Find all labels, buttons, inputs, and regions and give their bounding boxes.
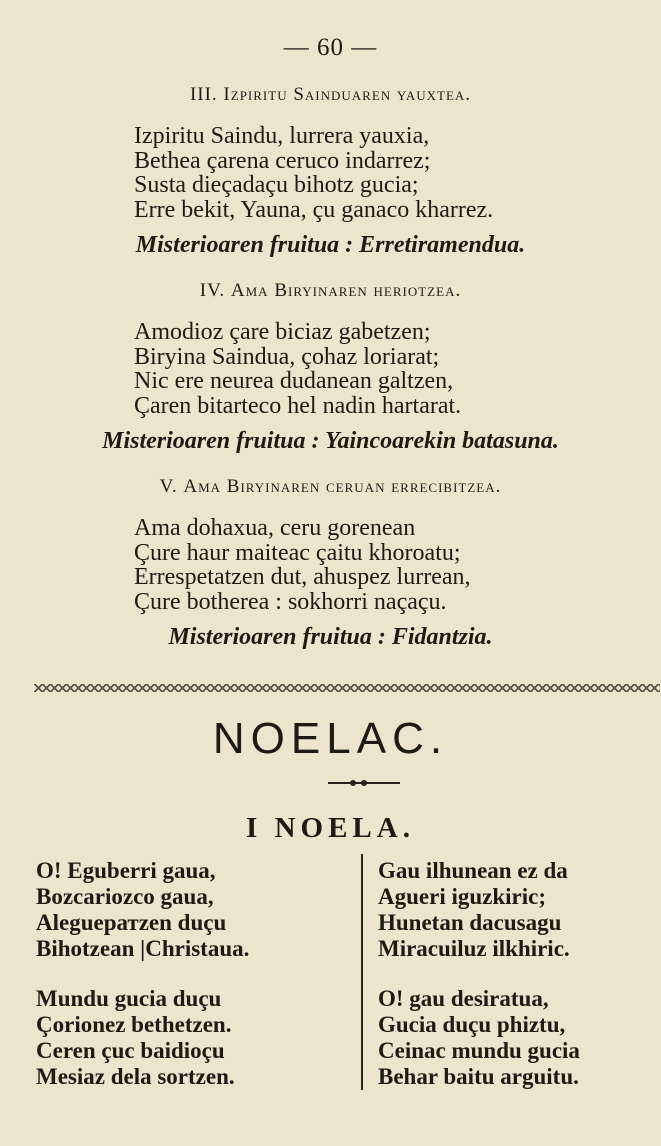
- column-divider: [361, 854, 363, 1090]
- stanza-5: [134, 516, 471, 614]
- verse-line: O! Eguberri gaua,: [36, 858, 216, 883]
- mystery-fruit-5: Misterioaren fruitua : Fidantzia.: [168, 624, 493, 650]
- right-column: [378, 858, 580, 1090]
- section-heading-4: [0, 280, 661, 302]
- verse-line: Miracuiluz ilkhiric.: [378, 936, 570, 961]
- verse-line: Amodioz çare biciaz gabetzen;: [134, 319, 431, 345]
- verse-line: Çure haur maiteac çaitu khoroatu;: [134, 539, 461, 566]
- verse-line: Susta dieçadaçu bihotz gucia;: [134, 172, 419, 198]
- verse-line: Bihotzean |Christaua.: [36, 936, 250, 961]
- stanza-3: [134, 124, 493, 222]
- verse-line: Mundu gucia duçu: [36, 986, 222, 1011]
- section-heading-5: [0, 476, 661, 498]
- verse-line: O! gau desiratua,: [378, 986, 549, 1011]
- verse-line: Ceinac mundu gucia: [378, 1038, 580, 1063]
- verse-line: Nic ere neurea dudanean galtzen,: [134, 368, 454, 394]
- section-heading-3-number: III.: [189, 84, 218, 105]
- verse-line: Çaren bitarteco hel nadin hartarat.: [134, 392, 462, 419]
- verse-line: Mesiaz dela sortzen.: [36, 1064, 235, 1089]
- ornament-divider: [328, 780, 400, 786]
- section-heading-5-text: Ama Biryinaren ceruan errecibitzea.: [183, 476, 502, 497]
- verse-line: Izpiritu Saindu, lurrera yauxia,: [134, 123, 430, 149]
- mystery-fruit-4: Misterioaren fruitua : Yaincoarekin batasuna.: [102, 428, 559, 454]
- verse-line: Behar baitu arguitu.: [378, 1064, 579, 1089]
- verse-line: Ama dohaxua, ceru gorenean: [134, 515, 416, 541]
- mystery-fruit-3: Misterioaren fruitua : Erretiramendua.: [135, 232, 526, 258]
- section-heading-3-text: Izpiritu Sainduaren yauxtea.: [223, 84, 472, 105]
- song-title: I NOELA.: [246, 812, 415, 844]
- left-column: [36, 858, 249, 1090]
- verse-line: Bethea çarena ceruco indarrez;: [134, 147, 431, 174]
- verse-line: Bozcariozco gaua,: [36, 884, 214, 909]
- verse-line: Ceren çuc baidioçu: [36, 1038, 225, 1063]
- verse-line: Hunetan dacusagu: [378, 910, 562, 935]
- verse-line: Gucia duçu phiztu,: [378, 1012, 566, 1037]
- zigzag-rule: [34, 684, 660, 692]
- verse-line: Çure botherea : sokhorri naçaçu.: [134, 588, 447, 615]
- verse-line: Aleguератzen duçu: [36, 910, 227, 935]
- page-number: — 60 —: [283, 34, 378, 61]
- section-heading-4-number: IV.: [199, 280, 226, 301]
- verse-line: Gau ilhunean ez da: [378, 858, 568, 883]
- verse-line: Biryina Saindua, çohaz loriarat;: [134, 343, 440, 370]
- main-title: NOELAC.: [212, 714, 449, 763]
- section-heading-4-text: Ama Biryinaren heriotzea.: [230, 280, 462, 301]
- section-heading-5-number: V.: [159, 476, 178, 497]
- verse-line: Agueri iguzkiric;: [378, 884, 546, 909]
- section-heading-3: [0, 84, 661, 106]
- verse-line: Erre bekit, Yauna, çu ganaco kharrez.: [134, 196, 494, 223]
- verse-line: Çorionez bethetzen.: [36, 1012, 232, 1037]
- verse-line: Errespetatzen dut, ahuspez lurrean,: [134, 564, 471, 590]
- stanza-4: [134, 320, 461, 418]
